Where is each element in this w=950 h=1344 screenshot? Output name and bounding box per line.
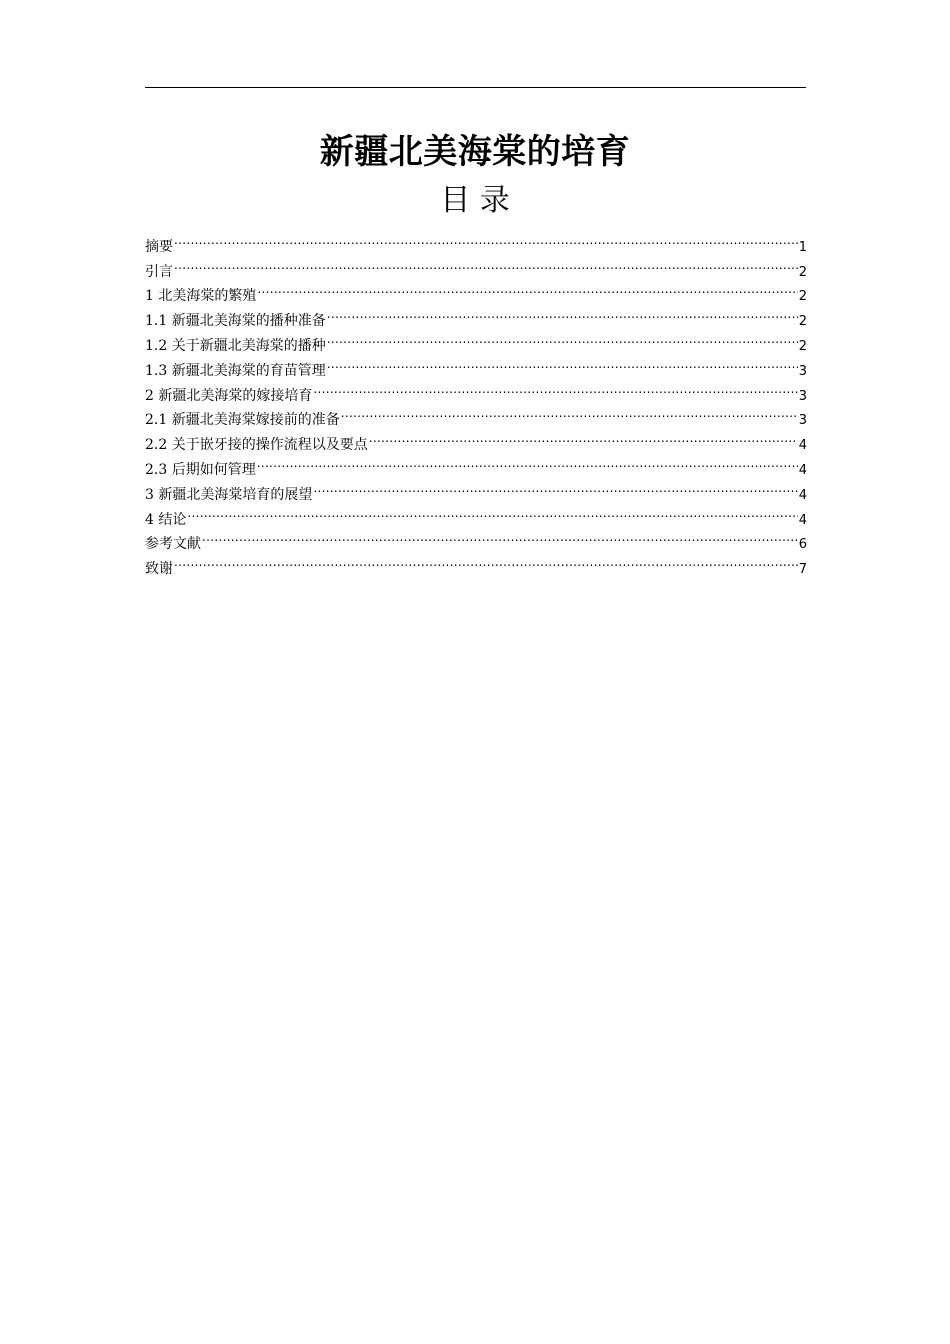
toc-entry-label: 1 北美海棠的繁殖 xyxy=(145,288,257,305)
toc-dot-leader xyxy=(257,276,797,301)
toc-entry-label: 4 结论 xyxy=(145,511,187,528)
toc-entry-page: 6 xyxy=(798,537,807,553)
table-of-contents xyxy=(145,226,807,578)
toc-dot-leader xyxy=(327,300,798,325)
toc-dot-leader xyxy=(174,548,798,573)
toc-entry-page: 4 xyxy=(798,462,807,478)
header-rule xyxy=(145,87,806,88)
toc-entry-label: 1.2 关于新疆北美海棠的播种 xyxy=(145,337,326,354)
toc-entry-label: 参考文献 xyxy=(145,536,201,553)
toc-entry-page: 4 xyxy=(798,512,807,528)
toc-entry-label: 3 新疆北美海棠培育的展望 xyxy=(145,486,313,503)
document-title: 新疆北美海棠的培育 xyxy=(319,132,631,172)
toc-dot-leader xyxy=(174,226,798,251)
toc-entry-page: 2 xyxy=(798,289,807,305)
toc-entry-label: 摘要 xyxy=(145,238,173,255)
toc-entry-page: 2 xyxy=(798,264,807,280)
toc-entry-page: 4 xyxy=(798,487,807,503)
toc-dot-leader xyxy=(257,449,798,474)
toc-entry[interactable] xyxy=(145,276,807,305)
toc-dot-leader xyxy=(202,524,798,549)
toc-entry[interactable] xyxy=(145,251,807,280)
toc-entry[interactable] xyxy=(145,499,807,528)
toc-entry-page: 3 xyxy=(798,413,807,429)
toc-entry-label: 引言 xyxy=(145,263,173,280)
toc-entry-page: 1 xyxy=(798,239,807,255)
toc-dot-leader xyxy=(369,424,798,449)
toc-entry-page: 2 xyxy=(798,338,807,354)
toc-dot-leader xyxy=(327,350,798,375)
toc-entry-page: 7 xyxy=(798,562,807,578)
toc-dot-leader xyxy=(341,400,798,425)
toc-dot-leader xyxy=(313,375,797,400)
toc-entry-label: 2.2 关于嵌牙接的操作流程以及要点 xyxy=(145,437,368,454)
toc-entry[interactable] xyxy=(145,548,807,578)
toc-entry-page: 3 xyxy=(798,388,807,404)
toc-entry[interactable] xyxy=(145,524,807,553)
toc-entry-label: 2.3 后期如何管理 xyxy=(145,461,256,478)
toc-entry-page: 2 xyxy=(798,314,807,330)
toc-dot-leader xyxy=(327,325,798,350)
toc-dot-leader xyxy=(174,251,798,276)
toc-entry-label: 致谢 xyxy=(145,561,173,578)
toc-entry-label: 1.1 新疆北美海棠的播种准备 xyxy=(145,313,326,330)
toc-heading: 目 录 xyxy=(440,183,510,218)
toc-entry-page: 4 xyxy=(798,438,807,454)
toc-entry-label: 2 新疆北美海棠的嫁接培育 xyxy=(145,387,313,404)
toc-entry-page: 3 xyxy=(798,363,807,379)
toc-entry-label: 1.3 新疆北美海棠的育苗管理 xyxy=(145,362,326,379)
toc-dot-leader xyxy=(187,499,797,524)
toc-entry-label: 2.1 新疆北美海棠嫁接前的准备 xyxy=(145,412,340,429)
toc-entry[interactable] xyxy=(145,226,807,255)
toc-dot-leader xyxy=(313,474,797,499)
